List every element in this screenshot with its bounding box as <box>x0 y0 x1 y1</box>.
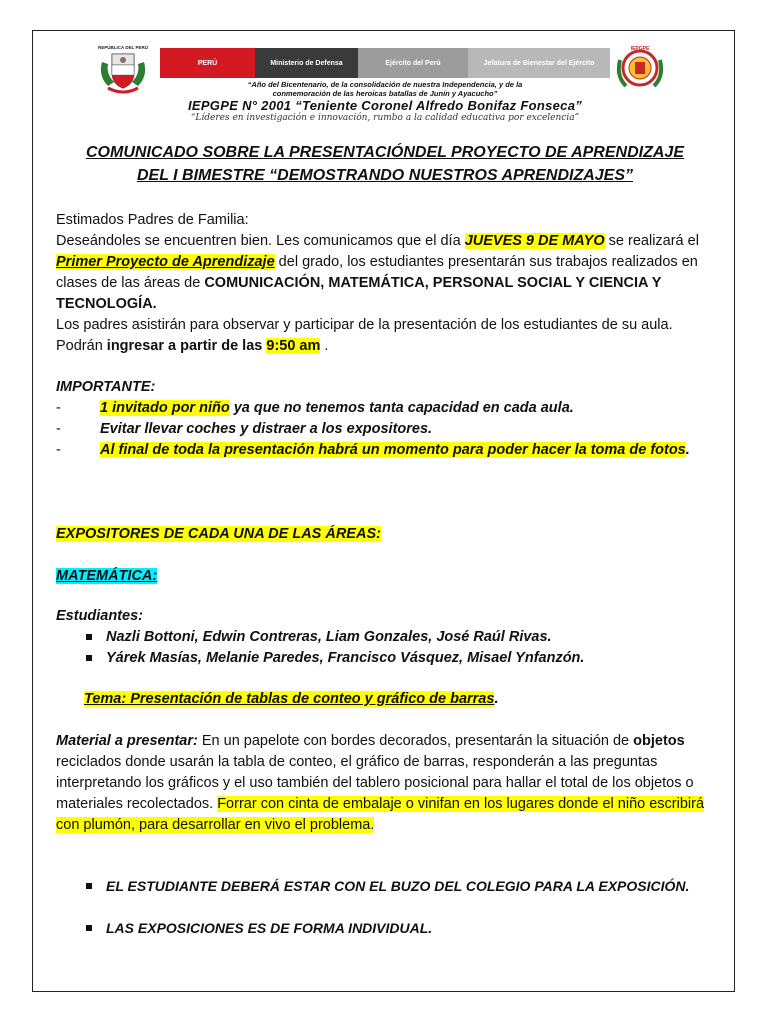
band-ministerio-defensa: Ministerio de Defensa <box>255 48 358 78</box>
math-heading <box>56 566 706 587</box>
material-paragraph <box>56 731 706 836</box>
strollers-note: Evitar llevar coches y distraer a los expositores. <box>100 421 433 437</box>
para1-intro: Deseándoles se encuentren bien. Les comunicamos que el día <box>56 233 465 249</box>
announcement-paragraph <box>56 231 706 315</box>
band-peru: PERÚ <box>160 48 255 78</box>
bullet-square <box>86 655 92 661</box>
material-intro: En un papelote con bordes decorados, presentarán la situación de <box>197 733 634 749</box>
student-names-1: Nazli Bottoni, Edwin Contreras, Liam Gonzales, José Raúl Rivas. <box>106 629 552 645</box>
photo-moment-end: . <box>685 442 690 458</box>
para1-mid: se realizará el <box>604 233 699 249</box>
logo-left-caption: REPÚBLICA DEL PERÚ <box>97 45 149 50</box>
dash-marker: - <box>56 442 61 458</box>
material-objects: objetos <box>633 733 685 749</box>
bullet-square <box>86 634 92 640</box>
important-item-2 <box>56 419 706 440</box>
photo-moment: Al final de toda la presentación habrá un momento para poder hacer la toma de fotos <box>100 442 686 458</box>
school-crest-logo <box>614 42 666 94</box>
para2-intro: Los padres asistirán para observar y participar de la presentación de los estudiantes de su aula. Podrán <box>56 317 673 354</box>
material-label: Material a presentar: <box>56 733 198 749</box>
dash-marker: - <box>56 400 61 416</box>
important-label: IMPORTANTE: <box>56 379 156 395</box>
event-date: JUEVES 9 DE MAYO <box>464 233 605 249</box>
title-line-1: COMUNICADO SOBRE LA PRESENTACIÓNDEL PROYECTO DE APRENDIZAJE <box>86 144 684 161</box>
band-jefatura-bienestar: Jefatura de Bienestar del Ejército <box>468 48 610 78</box>
peru-coat-of-arms-logo <box>94 42 152 96</box>
guest-limit: 1 invitado por niño <box>100 400 230 416</box>
bullet-square <box>86 883 92 889</box>
topic <box>84 689 704 710</box>
material-instructions: Forrar con cinta de embalaje o vinifan en los lugares donde el niño escribirá con plumón, para desarrollar en vivo el problema. <box>56 796 705 833</box>
title-line-2: DEL I BIMESTRE “DEMOSTRANDO NUESTROS APRENDIZAJES” <box>136 167 634 184</box>
material-description: reciclados donde usarán la tabla de conteo, el gráfico de barras, responderán a las preguntas interpretando los gráficos y el uso también del tablero posicional para hallar el total de los objetos o materiales recolectados. <box>56 754 694 812</box>
guest-limit-reason: ya que no tenemos tanta capacidad en cada aula. <box>229 400 574 416</box>
para2-end: . <box>320 338 329 354</box>
para1-areas-intro: del grado, los estudiantes presentarán sus trabajos realizados en clases de las áreas de <box>56 254 698 291</box>
attendance-paragraph <box>56 315 706 357</box>
project-name: Primer Proyecto de Aprendizaje <box>56 254 275 270</box>
logo-right-caption: IEPGPE <box>630 46 650 52</box>
year-line-1: “Año del Bicentenario, de la consolidación de nuestra Independencia, y de la <box>247 80 523 89</box>
dash-marker: - <box>56 421 61 437</box>
document-title <box>40 141 730 187</box>
entry-time: 9:50 am <box>266 338 321 354</box>
government-header-band <box>160 48 610 78</box>
year-line-2: conmemoración de las heroicas batallas de Junín y Ayacucho” <box>272 89 498 98</box>
note-individual-text: LAS EXPOSICIONES ES DE FORMA INDIVIDUAL. <box>106 920 433 936</box>
student-names-2: Yárek Masías, Melanie Paredes, Francisco Vásquez, Misael Ynfanzón. <box>106 650 585 666</box>
important-item-3 <box>56 440 706 482</box>
topic-text: Tema: Presentación de tablas de conteo y gráfico de barras <box>84 691 495 707</box>
school-name: IEPGPE N° 2001 “Teniente Coronel Alfredo Bonifaz Fonseca” <box>187 98 583 113</box>
bullet-square <box>86 925 92 931</box>
official-year-motto <box>160 80 610 98</box>
band-ejercito: Ejército del Perú <box>358 48 468 78</box>
areas-list: COMUNICACIÓN, MATEMÁTICA, PERSONAL SOCIAL Y CIENCIA Y TECNOLOGÍA. <box>56 275 662 312</box>
note-uniform-text: EL ESTUDIANTE DEBERÁ ESTAR CON EL BUZO DEL COLEGIO PARA LA EXPOSICIÓN. <box>106 878 690 894</box>
topic-end: . <box>494 691 499 707</box>
math-heading-text: MATEMÁTICA: <box>56 568 158 584</box>
important-item-1 <box>56 398 706 419</box>
greeting: Estimados Padres de Familia: <box>56 212 249 228</box>
exhibitors-heading-text: EXPOSITORES DE CADA UNA DE LAS ÁREAS: <box>56 526 381 542</box>
exhibitors-heading <box>56 524 706 545</box>
students-label: Estudiantes: <box>56 608 144 624</box>
entry-time-label: ingresar a partir de las <box>106 338 267 354</box>
school-motto: “Líderes en investigación e innovación, rumbo a la calidad educativa por excelencia” <box>190 113 580 123</box>
